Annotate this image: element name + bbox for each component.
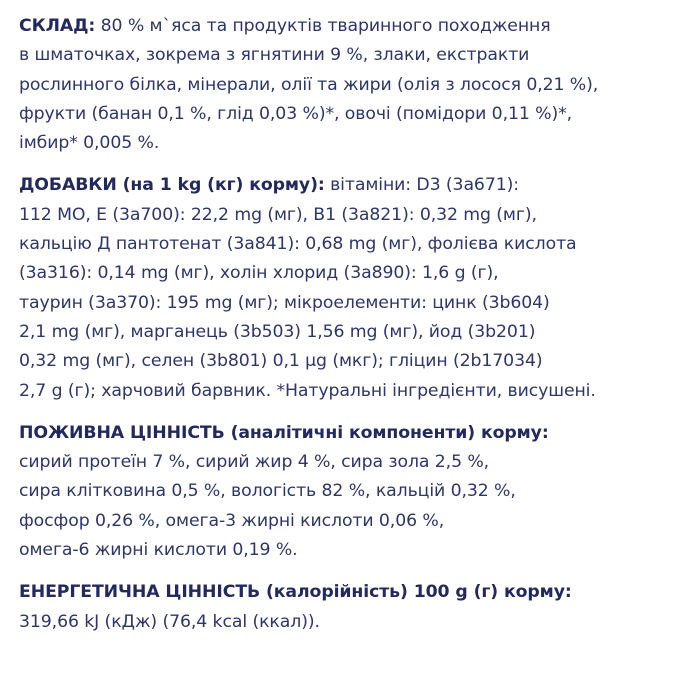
energy-section <box>19 578 682 637</box>
additives-text: 0,32 mg (мг), селен (3b801) 0,1 µg (мкг); гліцин (2b17034) <box>19 351 543 372</box>
energy-text: 319,66 kJ (кДж) (76,4 kcal (ккал)). <box>19 611 320 632</box>
nutrition-text: омега-6 жирні кислоти 0,19 %. <box>19 540 298 561</box>
nutrition-heading: ПОЖИВНА ЦІННІСТЬ (аналітичні компоненти) корму: <box>19 422 549 443</box>
additives-text: кальцію Д пантотенат (3a841): 0,68 mg (мг), фолієва кислота <box>19 234 577 255</box>
additives-section <box>19 171 682 405</box>
nutrition-line-1 <box>19 419 682 448</box>
composition-section <box>19 12 682 158</box>
energy-heading: ЕНЕРГЕТИЧНА ЦІННІСТЬ (калорійність) 100 g (г) корму: <box>19 582 572 603</box>
composition-heading: СКЛАД: <box>19 16 96 36</box>
additives-text: вітаміни: D3 (3a671): <box>324 175 519 196</box>
additives-text: 112 МО, Е (3a700): 22,2 mg (мг), B1 (3a821): 0,32 mg (мг), <box>19 204 537 225</box>
composition-text: 80 % м`яса та продуктів тваринного походження <box>95 16 551 36</box>
additives-text: (3a316): 0,14 mg (мг), холін хлорид (3a890): 1,6 g (г), <box>19 263 499 284</box>
composition-text: рослинного білка, мінерали, олії та жири (олія з лосося 0,21 %), <box>19 74 599 95</box>
additives-text: таурин (3a370): 195 mg (мг); мікроелементи: цинк (3b604) <box>19 292 550 313</box>
composition-line-1 <box>19 12 682 41</box>
composition-text: в шматочках, зокрема з ягнятини 9 %, злаки, екстракти <box>19 45 530 66</box>
energy-line-1 <box>19 578 682 607</box>
nutrition-text: сира клітковина 0,5 %, вологість 82 %, кальцій 0,32 %, <box>19 481 516 502</box>
composition-text: фрукти (банан 0,1 %, глід 0,03 %)*, овочі (помідори 0,11 %)*, <box>19 103 573 124</box>
additives-text: 2,1 mg (мг), марганець (3b503) 1,56 mg (мг), йод (3b201) <box>19 321 536 342</box>
composition-text: імбир* 0,005 %. <box>19 133 160 154</box>
nutrition-text: фосфор 0,26 %, омега-3 жирні кислоти 0,06 %, <box>19 510 445 531</box>
additives-line-1 <box>19 171 682 200</box>
nutrition-text: сирий протеїн 7 %, сирий жир 4 %, сира зола 2,5 %, <box>19 452 490 473</box>
nutrition-section <box>19 419 682 565</box>
additives-heading: ДОБАВКИ (на 1 kg (кг) корму): <box>19 175 325 196</box>
additives-text: 2,7 g (г); харчовий барвник. *Натуральні інгредієнти, висушені. <box>19 380 596 401</box>
